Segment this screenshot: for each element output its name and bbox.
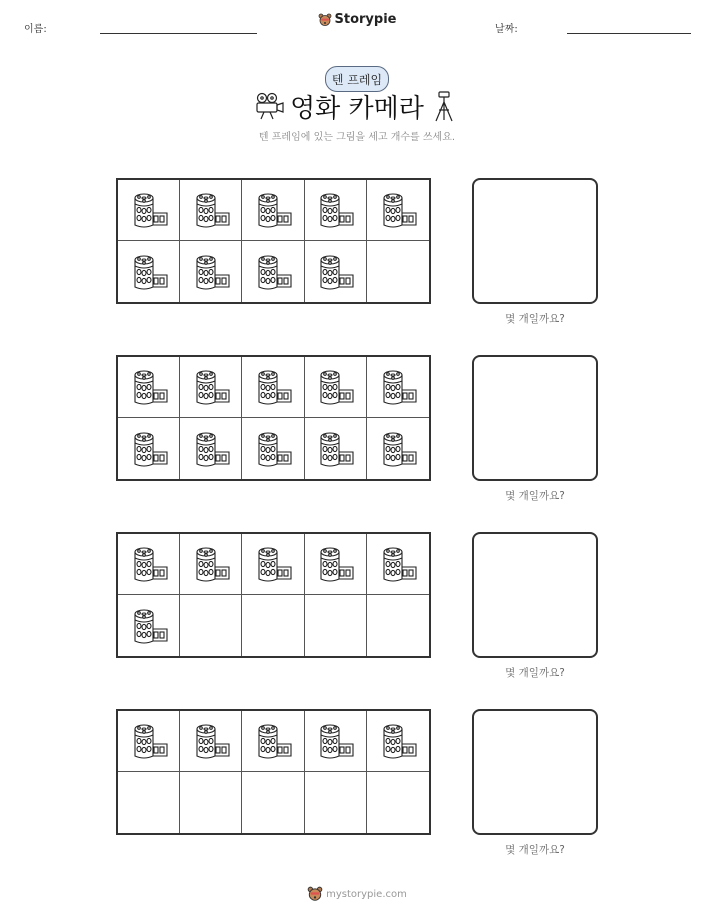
frame-cell-filled <box>305 534 367 595</box>
film-reel-icon <box>315 190 355 230</box>
tripod-icon <box>433 90 455 122</box>
film-reel-icon <box>129 252 169 292</box>
frame-cell-filled <box>305 357 367 418</box>
frame-cell-filled <box>242 357 304 418</box>
date-line[interactable] <box>567 33 691 34</box>
frame-cell-filled <box>305 241 367 302</box>
count-question: 몇 개일까요? <box>505 313 565 325</box>
date-label: 날짜: <box>495 24 518 35</box>
film-reel-icon <box>253 367 293 407</box>
name-line[interactable] <box>100 33 257 34</box>
film-reel-icon <box>378 429 418 469</box>
answer-box[interactable] <box>472 532 598 658</box>
frame-cell-empty <box>367 772 429 833</box>
film-reel-icon <box>191 367 231 407</box>
brand-logo <box>0 12 714 31</box>
answer-box[interactable] <box>472 355 598 481</box>
film-reel-icon <box>315 544 355 584</box>
answer-box[interactable] <box>472 709 598 835</box>
frame-cell-filled <box>242 711 304 772</box>
count-question: 몇 개일까요? <box>505 667 565 679</box>
film-reel-icon <box>378 721 418 761</box>
footer-url: mystorypie.com <box>326 888 407 900</box>
film-reel-icon <box>191 190 231 230</box>
film-reel-icon <box>129 544 169 584</box>
frame-cell-filled <box>242 534 304 595</box>
frame-cell-filled <box>180 357 242 418</box>
frame-cell-empty <box>180 595 242 656</box>
frame-cell-filled <box>118 418 180 479</box>
ten-frame <box>116 532 431 658</box>
count-question: 몇 개일까요? <box>505 844 565 856</box>
film-reel-icon <box>253 429 293 469</box>
frame-cell-filled <box>367 180 429 241</box>
frame-cell-filled <box>305 418 367 479</box>
footer-bear-icon <box>307 886 323 902</box>
film-reel-icon <box>253 544 293 584</box>
frame-cell-filled <box>242 241 304 302</box>
brand-name: Storypie <box>334 12 397 27</box>
ten-frame <box>116 178 431 304</box>
frame-cell-filled <box>367 357 429 418</box>
film-reel-icon <box>253 190 293 230</box>
page-instructions: 텐 프레임에 있는 그림을 세고 개수를 쓰세요. <box>258 132 456 143</box>
film-reel-icon <box>129 429 169 469</box>
frame-cell-empty <box>242 772 304 833</box>
frame-cell-filled <box>118 180 180 241</box>
film-reel-icon <box>129 190 169 230</box>
frame-cell-empty <box>118 772 180 833</box>
frame-cell-filled <box>180 711 242 772</box>
frame-cell-filled <box>305 180 367 241</box>
count-question: 몇 개일까요? <box>505 490 565 502</box>
frame-cell-filled <box>367 534 429 595</box>
frame-cell-filled <box>180 418 242 479</box>
frame-cell-filled <box>367 711 429 772</box>
topic-pill: 텐 프레임 <box>325 66 389 92</box>
frame-cell-filled <box>180 241 242 302</box>
frame-cell-filled <box>180 534 242 595</box>
name-label: 이름: <box>24 24 47 35</box>
page-title: 영화 카메라 <box>290 94 424 124</box>
frame-cell-empty <box>367 241 429 302</box>
bear-mascot-icon <box>318 13 332 27</box>
frame-cell-empty <box>242 595 304 656</box>
film-reel-icon <box>253 252 293 292</box>
frame-cell-filled <box>242 180 304 241</box>
film-reel-icon <box>378 367 418 407</box>
film-reel-icon <box>191 429 231 469</box>
film-reel-icon <box>315 367 355 407</box>
film-reel-icon <box>191 721 231 761</box>
frame-cell-empty <box>305 595 367 656</box>
frame-cell-filled <box>305 711 367 772</box>
frame-cell-filled <box>242 418 304 479</box>
frame-cell-filled <box>180 180 242 241</box>
film-reel-icon <box>315 721 355 761</box>
ten-frame <box>116 355 431 481</box>
film-reel-icon <box>191 252 231 292</box>
film-reel-icon <box>129 367 169 407</box>
frame-cell-filled <box>118 241 180 302</box>
frame-cell-filled <box>118 357 180 418</box>
frame-cell-empty <box>180 772 242 833</box>
frame-cell-filled <box>118 711 180 772</box>
footer <box>0 886 714 905</box>
frame-cell-filled <box>118 534 180 595</box>
frame-cell-filled <box>118 595 180 656</box>
frame-cell-empty <box>305 772 367 833</box>
film-reel-icon <box>191 544 231 584</box>
film-reel-icon <box>253 721 293 761</box>
film-reel-icon <box>129 606 169 646</box>
film-reel-icon <box>129 721 169 761</box>
film-reel-icon <box>315 252 355 292</box>
answer-box[interactable] <box>472 178 598 304</box>
ten-frame <box>116 709 431 835</box>
film-reel-icon <box>315 429 355 469</box>
film-reel-icon <box>378 190 418 230</box>
frame-cell-filled <box>367 418 429 479</box>
film-reel-icon <box>378 544 418 584</box>
frame-cell-empty <box>367 595 429 656</box>
